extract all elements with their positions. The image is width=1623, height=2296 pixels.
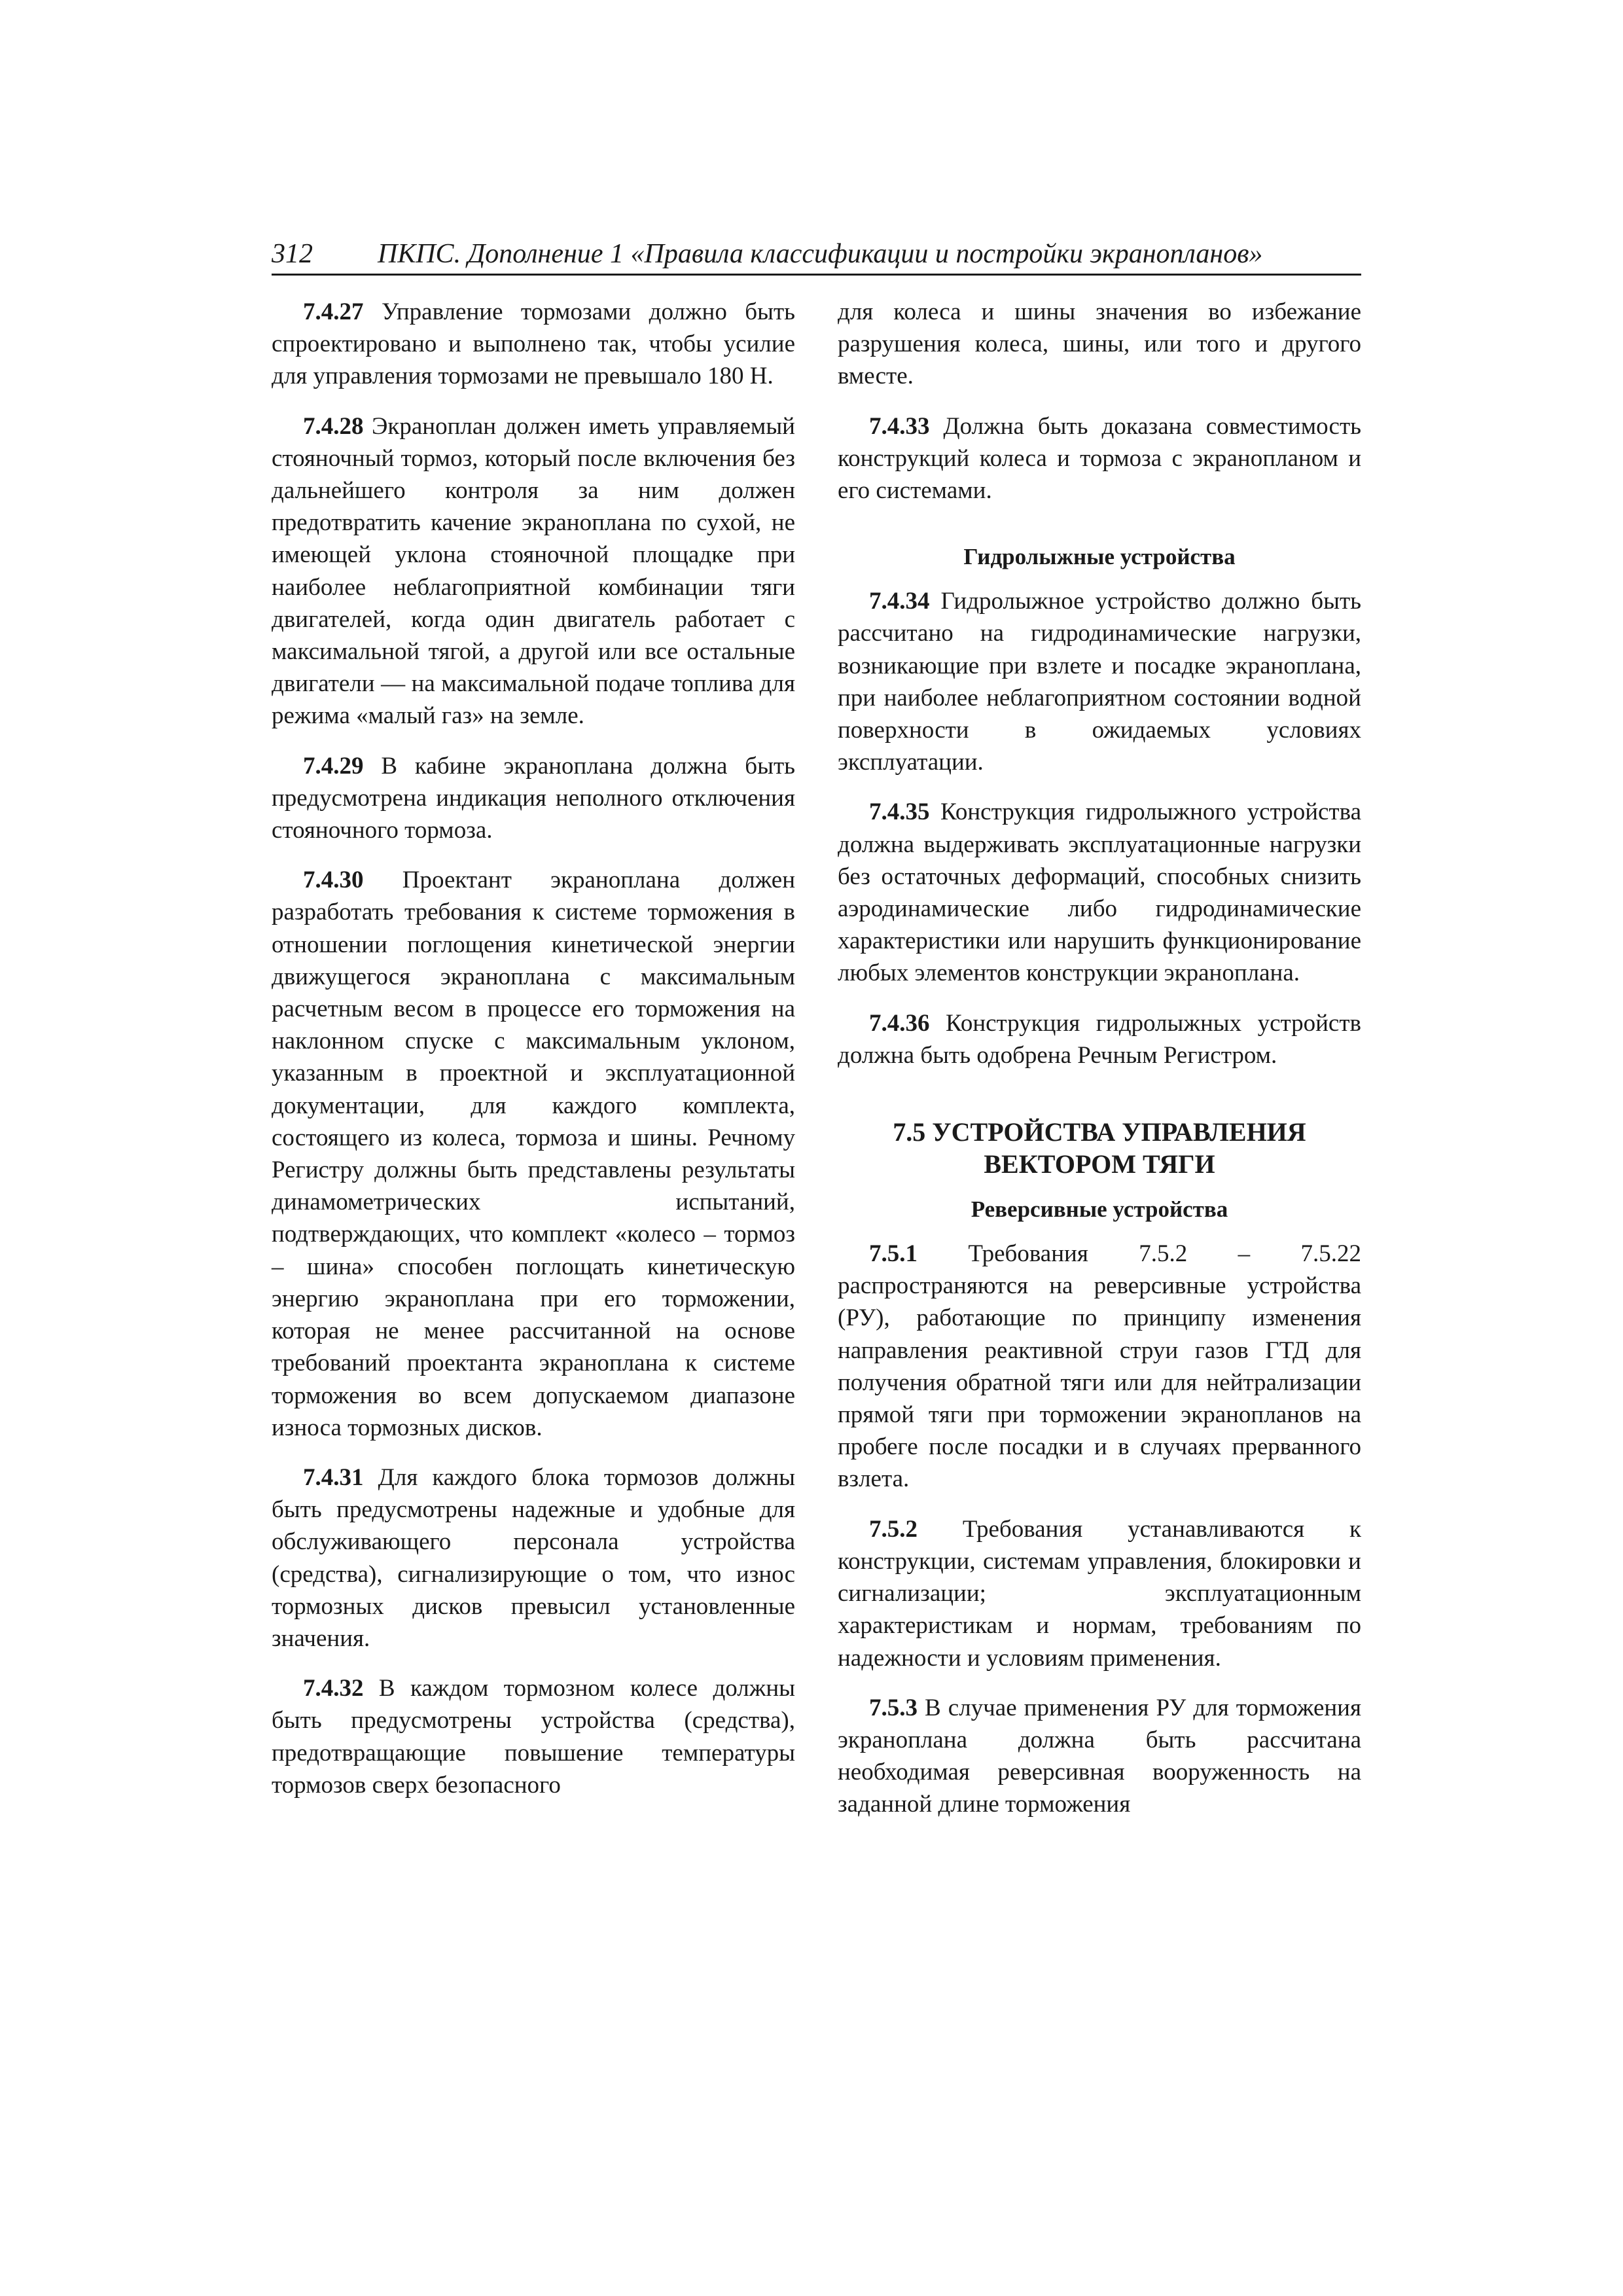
paragraph-7-4-27 (272, 296, 795, 393)
left-column (272, 296, 795, 1801)
paragraph-7-4-30 (272, 864, 795, 1444)
clause-text: Конструкция гидролыжных устройств должна быть одобрена Речным Регистром. (838, 1009, 1361, 1069)
clause-number: 7.4.36 (869, 1009, 930, 1037)
paragraph-7-4-31 (272, 1462, 795, 1655)
paragraph-7-4-32 (272, 1672, 795, 1801)
clause-number: 7.5.2 (869, 1515, 918, 1543)
page-header (272, 234, 1361, 276)
clause-number: 7.4.29 (303, 752, 364, 780)
clause-number: 7.5.3 (869, 1694, 918, 1721)
clause-number: 7.4.35 (869, 798, 930, 826)
clause-text: Требования устанавливаются к конструкции, системам управления, блокировки и сигнализации; эксплуатационным характеристикам и нормам, требованиям по надежности и условиям применения. (838, 1515, 1361, 1672)
section-heading-line-1: 7.5 УСТРОЙСТВА УПРАВЛЕНИЯ (893, 1117, 1306, 1147)
subheading-hydroski: Гидролыжные устройства (963, 544, 1236, 570)
clause-text: В каждом тормозном колесе должны быть предусмотрены устройства (средства), предотвращающие повышение температуры тормозов сверх безопасного (272, 1675, 795, 1799)
clause-text: Экраноплан должен иметь управляемый стояночный тормоз, который после включения без дальнейшего контроля за ним должен предотвратить качение экраноплана по сухой, не имеющей уклона стояночной площадке при наиболее неблагоприятной комбинации тяги двигателей, когда один двигатель работает с максимальной тягой, а другой или все остальные двигатели — на максимальной подаче топлива для режима «малый газ» на земле. (272, 412, 795, 730)
clause-number: 7.4.27 (303, 298, 364, 325)
clause-number: 7.4.30 (303, 867, 364, 894)
paragraph-7-4-35 (838, 796, 1361, 989)
clause-number: 7.4.31 (303, 1463, 364, 1491)
clause-text: Требования 7.5.2 – 7.5.22 распространяются на реверсивные устройства (РУ), работающие по принципу изменения направления реактивной струи газов ГТД для получения обратной тяги или для нейтрализации прямой тяги при торможении экранопланов на пробеге после посадки и в случаях прерванного взлета. (838, 1240, 1361, 1493)
paragraph-7-5-1 (838, 1238, 1361, 1496)
paragraph-7-5-2 (838, 1513, 1361, 1674)
clause-text: Конструкция гидролыжного устройства должна выдерживать эксплуатационные нагрузки без остаточных деформаций, способных снизить аэродинамические либо гидродинамические характеристики или нарушить функционирование любых элементов конструкции экраноплана. (838, 798, 1361, 987)
clause-number: 7.4.28 (303, 412, 364, 440)
clause-number: 7.4.34 (869, 588, 930, 615)
paragraph-7-4-29 (272, 750, 795, 847)
clause-text: В случае применения РУ для торможения экраноплана должна быть рассчитана необходимая реверсивная вооруженность на заданной длине торможения (838, 1694, 1361, 1818)
clause-number: 7.4.33 (869, 412, 930, 440)
section-heading-7-5 (838, 1116, 1361, 1180)
clause-text: Гидролыжное устройство должно быть рассчитано на гидродинамические нагрузки, возникающие при взлете и посадке экраноплана, при наиболее неблагоприятном состоянии водной поверхности в ожидаемых условиях эксплуатации. (838, 588, 1361, 776)
right-column (838, 296, 1361, 1821)
paragraph-7-5-3 (838, 1692, 1361, 1821)
clause-text: Управление тормозами должно быть спроектировано и выполнено так, чтобы усилие для управления тормозами не превышало 180 Н. (272, 298, 795, 390)
clause-number: 7.5.1 (869, 1240, 918, 1268)
clause-text: Проектант экраноплана должен разработать требования к системе торможения в отношении поглощения кинетической энергии движущегося экраноплана с максимальным расчетным весом в процессе его торможения на наклонном спуске с максимальным уклоном, указанным в проектной и эксплуатационной документации, для каждого комплекта, состоящего из колеса, тормоза и шины. Речному Регистру должны быть представлены результаты динамометрических испытаний, подтверждающих, что комплект «колесо – тормоз – шина» способен поглощать кинетическую энергию экраноплана при его торможении, которая не менее рассчитанной на основе требований проектанта экраноплана к системе торможения во всем допускаемом диапазоне износа тормозных дисков. (272, 867, 795, 1441)
clause-number: 7.4.32 (303, 1675, 364, 1702)
clause-text: Должна быть доказана совместимость конструкций колеса и тормоза с экранопланом и его системами. (838, 412, 1361, 505)
paragraph-continuation: для колеса и шины значения во избежание разрушения колеса, шины, или того и другого вместе. (838, 298, 1361, 390)
paragraph-7-4-28 (272, 410, 795, 732)
clause-text: Для каждого блока тормозов должны быть предусмотрены надежные и удобные для обслуживающего персонала устройства (средства), сигнализирующие о том, что износ тормозных дисков превысил установленные значения. (272, 1463, 795, 1652)
paragraph-7-4-36 (838, 1007, 1361, 1071)
section-heading-line-2: ВЕКТОРОМ ТЯГИ (984, 1149, 1215, 1179)
running-title: ПКПС. Дополнение 1 «Правила классификации и постройки экранопланов» (378, 239, 1263, 269)
paragraph-7-4-34 (838, 585, 1361, 778)
subheading-reverse-devices: Реверсивные устройства (971, 1196, 1228, 1223)
paragraph-7-4-33 (838, 410, 1361, 507)
page-number: 312 (272, 239, 313, 269)
clause-text: В кабине экраноплана должна быть предусмотрена индикация неполного отключения стояночного тормоза. (272, 752, 795, 844)
